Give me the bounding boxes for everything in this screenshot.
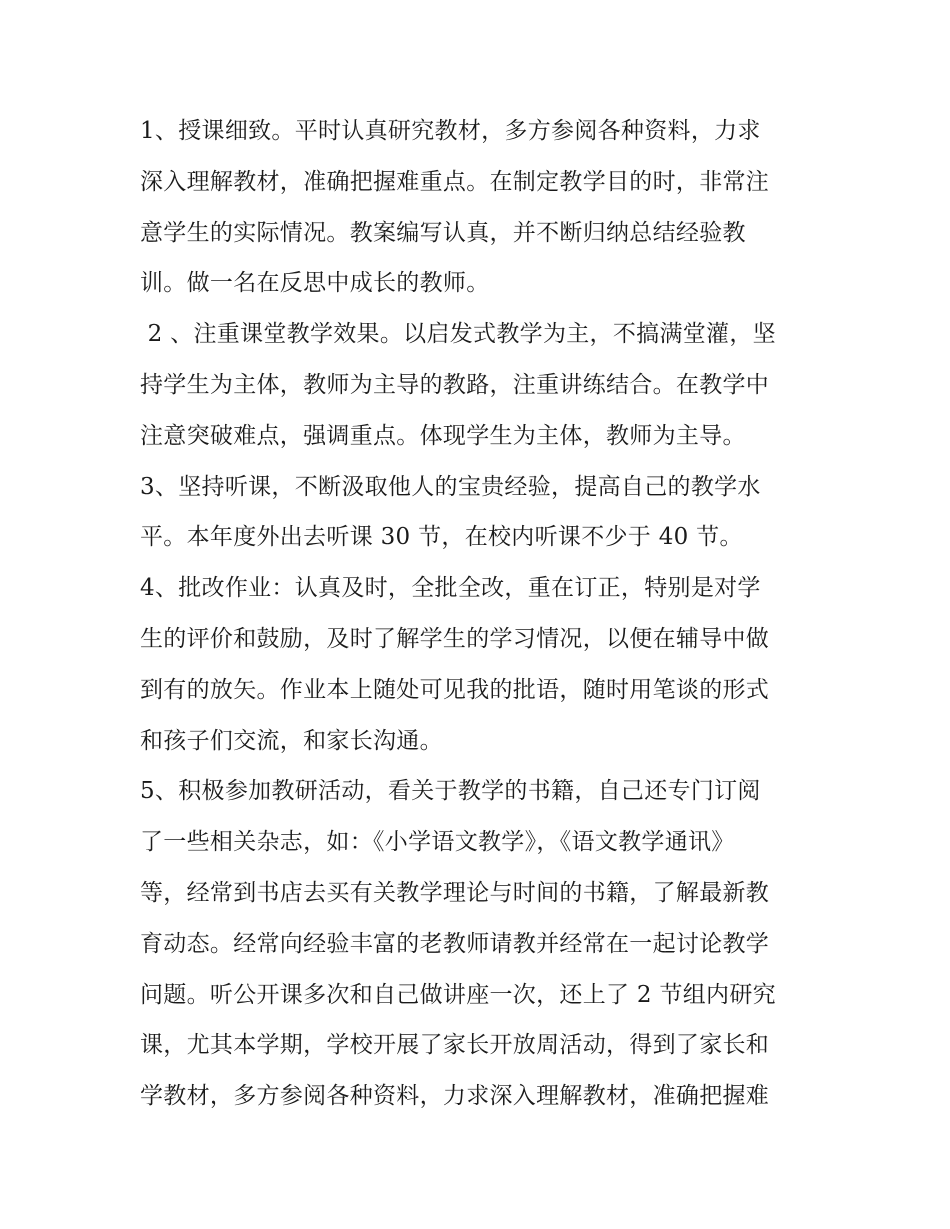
text-line: 到有的放矢。作业本上随处可见我的批语，随时用笔谈的形式 — [140, 676, 770, 703]
text-line: 3、坚持听课，不断汲取他人的宝贵经验，提高自己的教学水 — [140, 473, 761, 500]
text-line: 1、授课细致。平时认真研究教材，多方参阅各种资料，力求 — [140, 118, 761, 144]
body-text — [140, 106, 820, 1122]
text-line: 平。本年度外出去听课 30 节，在校内听课不少于 40 节。 — [140, 524, 743, 551]
text-line: 持学生为主体，教师为主导的教路，注重讲练结合。在教学中 — [140, 371, 770, 398]
text-line: 深入理解教材，准确把握难重点。在制定教学目的时，非常注 — [140, 168, 770, 195]
text-line: 意学生的实际情况。教案编写认真，并不断归纳总结经验教 — [140, 219, 746, 246]
text-line: 5、积极参加教研活动，看关于教学的书籍，自己还专门订阅 — [140, 778, 761, 805]
text-line: 课，尤其本学期，学校开展了家长开放周活动，得到了家长和 — [140, 1032, 770, 1059]
text-line: 等，经常到书店去买有关教学理论与时间的书籍，了解最新教 — [140, 879, 770, 906]
text-line: 和孩子们交流，和家长沟通。 — [140, 727, 443, 754]
text-line: 2 、注重课堂教学效果。以启发式教学为主，不搞满堂灌，坚 — [140, 321, 776, 348]
text-line: 4、批改作业：认真及时，全批全改，重在订正，特别是对学 — [140, 575, 761, 602]
text-line: 生的评价和鼓励，及时了解学生的学习情况，以便在辅导中做 — [140, 625, 770, 652]
text-line: 育动态。经常向经验丰富的老教师请教并经常在一起讨论教学 — [140, 930, 770, 957]
text-line: 问题。听公开课多次和自己做讲座一次，还上了 2 节组内研究 — [140, 981, 776, 1008]
text-line: 注意突破难点，强调重点。体现学生为主体，教师为主导。 — [140, 422, 746, 449]
text-line: 训。做一名在反思中成长的教师。 — [140, 270, 490, 297]
text-line: 了一些相关杂志，如：《小学语文教学》，《语文教学通讯》 — [140, 829, 735, 856]
text-line: 学教材，多方参阅各种资料，力求深入理解教材，准确把握难 — [140, 1083, 770, 1110]
